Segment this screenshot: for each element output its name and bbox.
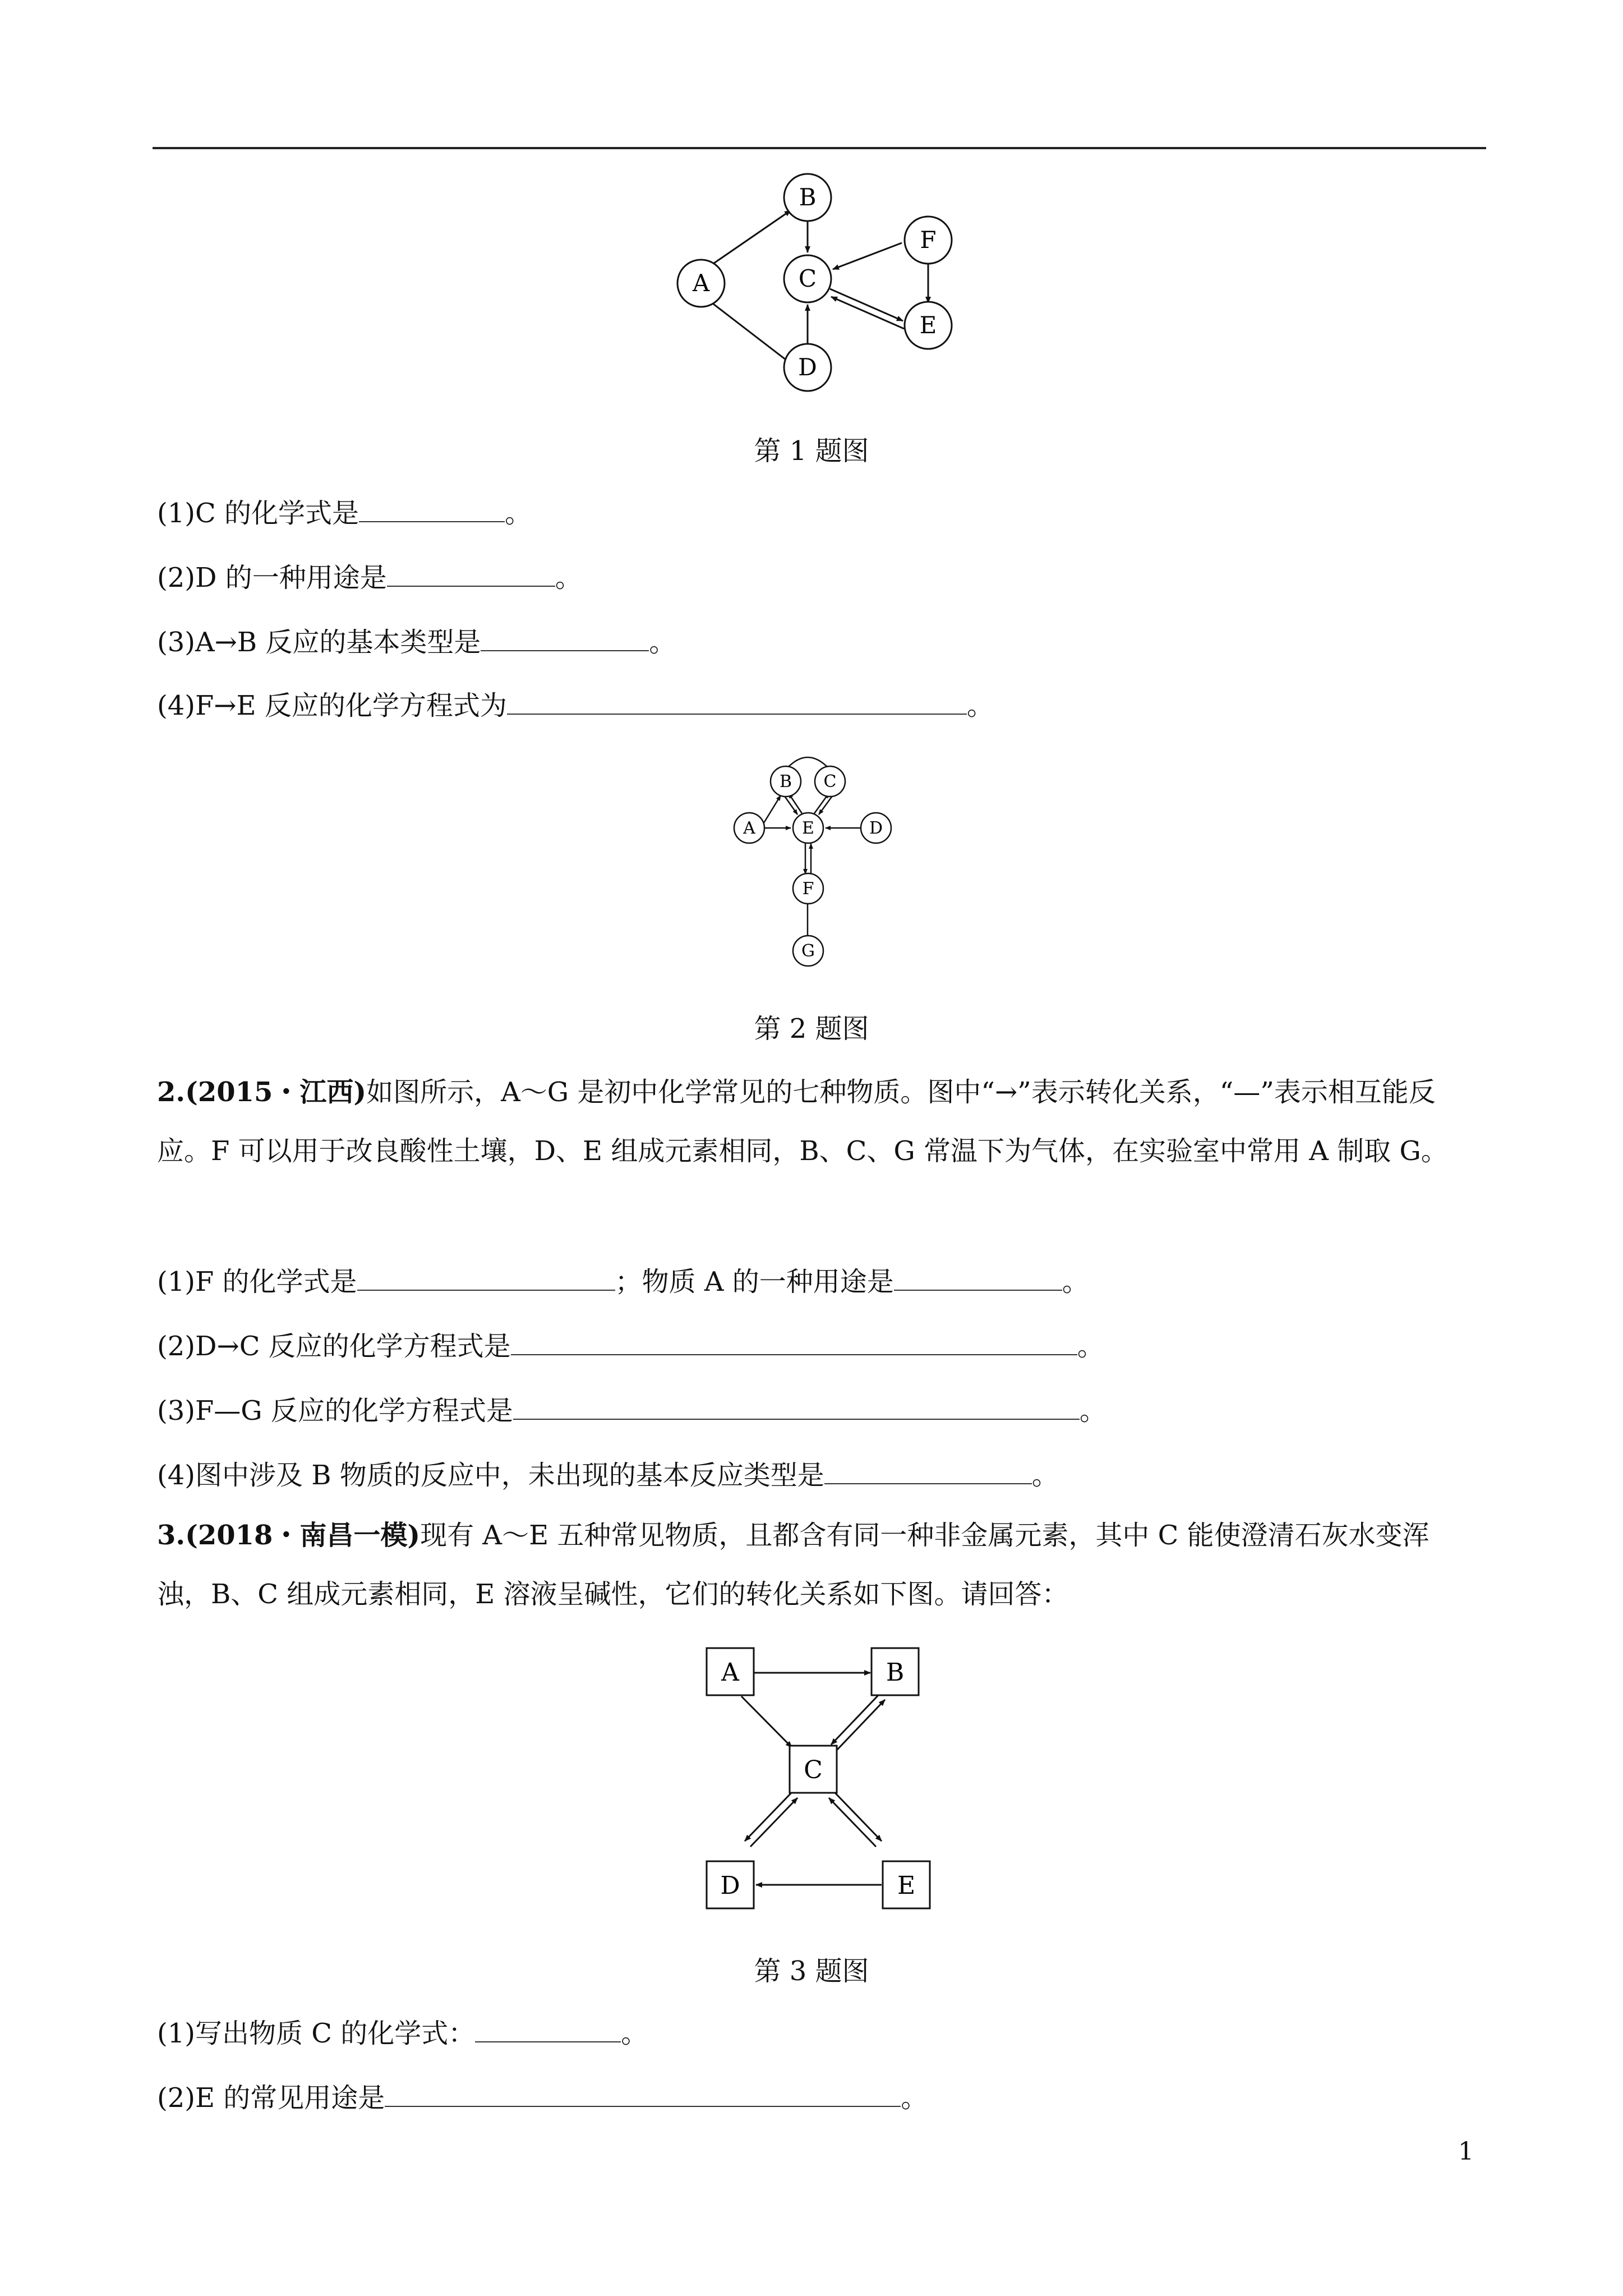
fig3-node-e [883, 1861, 930, 1908]
fig1-node-a [677, 260, 725, 307]
answer-blank[interactable] [824, 1458, 1032, 1484]
answer-blank[interactable] [481, 625, 649, 651]
header-rule [153, 147, 1486, 149]
fig1-node-c [784, 255, 831, 302]
fig1-node-d [784, 344, 831, 391]
fig2-node-c [815, 766, 845, 797]
answer-blank[interactable] [475, 2017, 621, 2042]
figure-3-diagram [701, 1644, 937, 1924]
fig3-node-d [707, 1861, 754, 1908]
svg-text:F: F [802, 879, 814, 899]
svg-text:A: A [721, 1658, 739, 1687]
fig1-node-f [905, 217, 952, 264]
svg-text:E: E [897, 1871, 916, 1900]
svg-text:C: C [804, 1756, 823, 1784]
svg-text:A: A [743, 818, 755, 838]
q2-sub2: (2)D→C 反应的化学方程式是 。 [157, 1331, 1104, 1362]
fig2-node-f [793, 873, 823, 904]
page-number: 1 [1458, 2137, 1474, 2166]
svg-text:C: C [823, 772, 837, 792]
svg-text:F: F [920, 226, 937, 254]
svg-text:D: D [798, 353, 817, 381]
answer-blank[interactable] [507, 689, 967, 715]
svg-text:B: B [779, 772, 792, 792]
answer-blank[interactable] [387, 561, 555, 587]
fig1-node-e [905, 302, 952, 349]
fig2-node-b [771, 766, 801, 797]
fig1-node-b [784, 174, 831, 221]
answer-blank[interactable] [894, 1265, 1062, 1291]
svg-text:A: A [692, 269, 710, 297]
svg-text:G: G [801, 941, 815, 961]
answer-blank[interactable] [511, 1329, 1077, 1355]
q3-sub2: (2)E 的常见用途是 。 [157, 2082, 928, 2114]
figure-1-caption: 第 1 题图 [754, 435, 869, 467]
fig2-node-d [861, 813, 891, 843]
answer-blank[interactable] [359, 496, 505, 522]
q2-sub4: (4)图中涉及 B 物质的反应中，未出现的基本反应类型是 。 [157, 1460, 1059, 1491]
answer-blank[interactable] [385, 2081, 901, 2107]
q3-sub1: (1)写出物质 C 的化学式： 。 [157, 2018, 648, 2049]
fig3-node-c [790, 1746, 837, 1793]
q1-sub1: (1)C 的化学式是 。 [157, 498, 532, 529]
fig2-node-e [793, 813, 823, 843]
figure-1-diagram [662, 163, 976, 409]
svg-text:B: B [799, 183, 817, 211]
answer-blank[interactable] [357, 1265, 615, 1291]
svg-text:D: D [720, 1871, 740, 1900]
svg-text:D: D [869, 818, 883, 838]
q2-sub1: (1)F 的化学式是 ；物质 A 的一种用途是 。 [157, 1266, 1089, 1297]
fig3-node-b [872, 1648, 919, 1695]
svg-text:C: C [798, 265, 817, 292]
figure-2-diagram [729, 746, 909, 982]
svg-text:E: E [802, 818, 814, 838]
q2-sub3: (3)F—G 反应的化学方程式是 。 [157, 1395, 1106, 1427]
q1-sub4: (4)F→E 反应的化学方程式为 。 [157, 690, 994, 721]
svg-text:E: E [919, 311, 937, 339]
figure-3-caption: 第 3 题图 [754, 1955, 869, 1987]
q1-sub2: (2)D 的一种用途是 。 [157, 562, 582, 593]
q3-stem: 3.(2018・南昌一模)现有 A～E 五种常见物质，且都含有同一种非金属元素，其中 C 能使澄清石灰水变浑浊，B、C 组成元素相同，E 溶液呈碱性，它们的转化关系如下图。请回答： [157, 1520, 1430, 1610]
fig2-node-a [734, 813, 764, 843]
q1-sub3: (3)A→B 反应的基本类型是 。 [157, 627, 676, 658]
fig3-node-a [707, 1648, 754, 1695]
fig2-node-g [793, 936, 823, 966]
answer-blank[interactable] [513, 1394, 1080, 1420]
figure-2-caption: 第 2 题图 [754, 1013, 869, 1045]
svg-text:B: B [886, 1658, 905, 1687]
q2-stem: 2.(2015・江西)如图所示，A～G 是初中化学常见的七种物质。图中“→”表示转化关系，“—”表示相互能反应。F 可以用于改良酸性土壤，D、E 组成元素相同，B、C、G 常温下为气体，在实验室中常用 A 制取 G。 [157, 1076, 1448, 1167]
